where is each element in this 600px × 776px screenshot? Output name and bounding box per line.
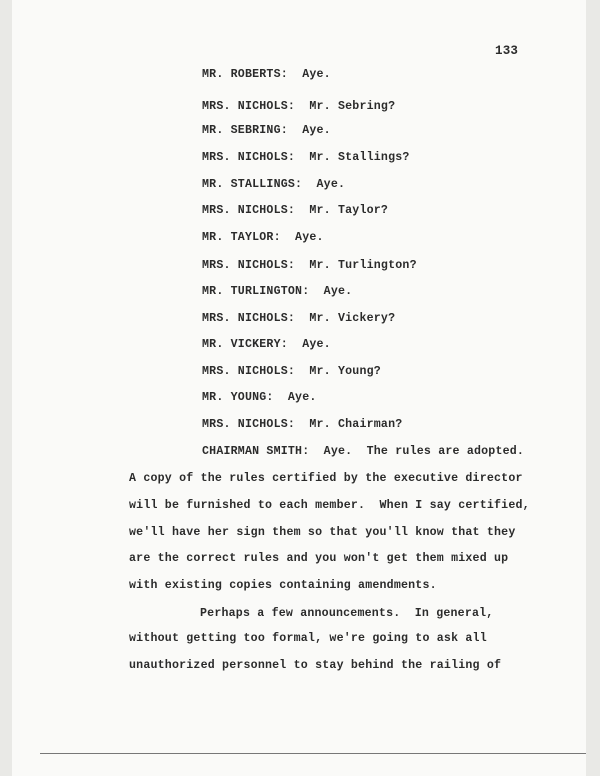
paragraph-line: with existing copies containing amendments.: [129, 579, 437, 592]
transcript-page: [12, 0, 586, 776]
transcript-line: MR. TURLINGTON: Aye.: [202, 285, 353, 298]
page-number: 133: [495, 44, 519, 58]
paragraph-line: are the correct rules and you won't get them mixed up: [129, 552, 509, 565]
paragraph-line: A copy of the rules certified by the executive director: [129, 472, 523, 485]
transcript-line: MRS. NICHOLS: Mr. Chairman?: [202, 418, 403, 431]
transcript-line: MR. ROBERTS: Aye.: [202, 68, 331, 81]
page-bottom-rule: [40, 753, 586, 754]
transcript-line: MRS. NICHOLS: Mr. Young?: [202, 365, 381, 378]
transcript-line: MRS. NICHOLS: Mr. Vickery?: [202, 312, 396, 325]
paragraph-line: we'll have her sign them so that you'll know that they: [129, 526, 516, 539]
transcript-line: MR. YOUNG: Aye.: [202, 391, 317, 404]
paragraph-line: unauthorized personnel to stay behind the railing of: [129, 659, 502, 672]
transcript-line: MRS. NICHOLS: Mr. Taylor?: [202, 204, 389, 217]
transcript-line: MR. VICKERY: Aye.: [202, 338, 331, 351]
transcript-line: MR. STALLINGS: Aye.: [202, 178, 346, 191]
paragraph-line: will be furnished to each member. When I say certified,: [129, 499, 530, 512]
transcript-line: MR. TAYLOR: Aye.: [202, 231, 324, 244]
transcript-line: MRS. NICHOLS: Mr. Sebring?: [202, 100, 396, 113]
transcript-line: MR. SEBRING: Aye.: [202, 124, 331, 137]
transcript-line: CHAIRMAN SMITH: Aye. The rules are adopted.: [202, 445, 525, 458]
transcript-line: MRS. NICHOLS: Mr. Stallings?: [202, 151, 410, 164]
paragraph-line: without getting too formal, we're going to ask all: [129, 632, 487, 645]
transcript-line: MRS. NICHOLS: Mr. Turlington?: [202, 259, 417, 272]
paragraph-line: Perhaps a few announcements. In general,: [200, 607, 494, 620]
